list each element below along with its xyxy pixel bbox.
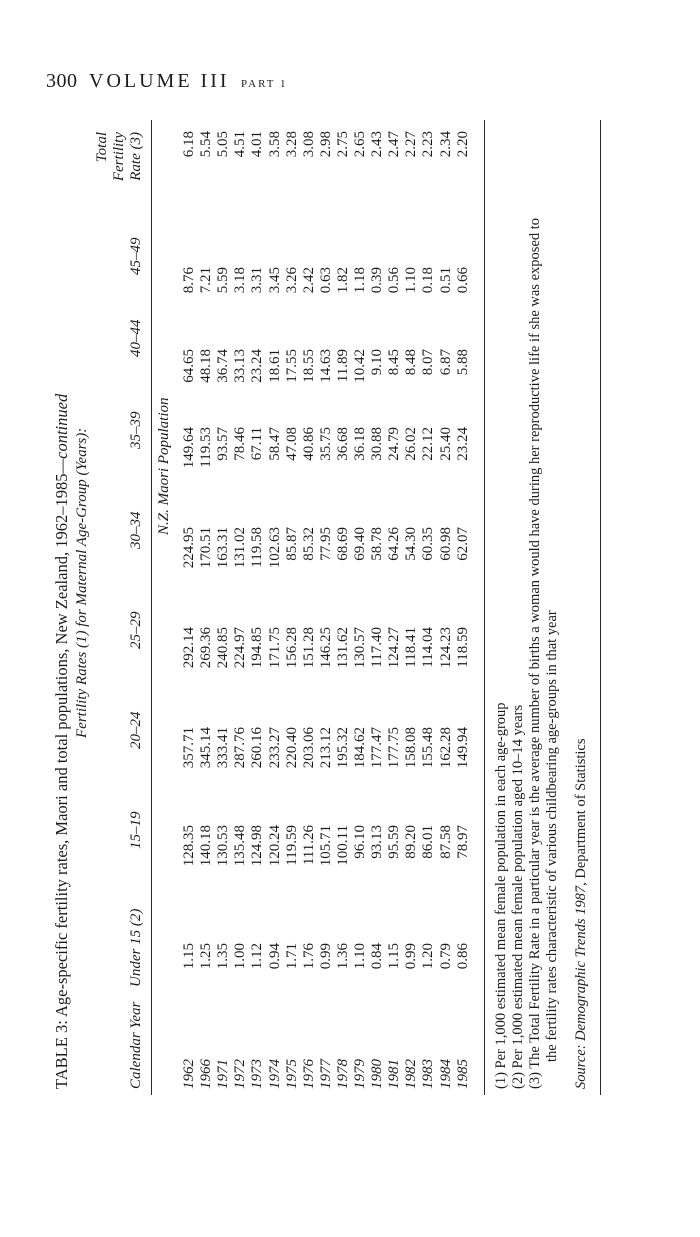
rate-cell: 93.13 xyxy=(369,825,386,859)
rate-cell: 0.56 xyxy=(386,267,403,294)
rate-cell: 0.51 xyxy=(437,267,454,294)
rate-cell: 14.63 xyxy=(317,349,334,383)
rate-cell: 67.11 xyxy=(249,427,266,461)
rate-cell: 2.47 xyxy=(386,131,403,158)
rate-cell: 2.75 xyxy=(334,131,351,158)
rate-cell: 78.46 xyxy=(232,427,249,461)
bottom-rule xyxy=(600,120,601,1095)
rate-cell: 2.23 xyxy=(420,131,437,158)
column-header: 40–44 xyxy=(128,319,144,357)
year-cell: 1962 xyxy=(181,1059,197,1089)
rate-cell: 3.31 xyxy=(249,267,266,294)
rate-cell: 18.55 xyxy=(300,349,317,383)
rate-cell: 269.36 xyxy=(198,627,215,669)
rate-cell: 0.86 xyxy=(454,943,471,970)
rate-cell: 357.71 xyxy=(181,727,197,769)
section-label: N.Z. Maori Population xyxy=(156,397,172,535)
rate-cell: 58.78 xyxy=(369,527,386,561)
rate-cell: 2.20 xyxy=(454,131,471,158)
tfr-header-line: Fertility xyxy=(111,132,127,182)
rate-cell: 68.69 xyxy=(334,527,351,561)
source-label: Source: xyxy=(573,1044,589,1089)
rate-cell: 2.43 xyxy=(369,131,386,158)
rate-cell: 2.34 xyxy=(437,131,454,158)
column-header: 45–49 xyxy=(128,237,144,275)
rate-cell: 119.58 xyxy=(249,527,266,568)
rate-cell: 36.74 xyxy=(215,349,232,383)
footnote-line: (1) Per 1,000 estimated mean female population in each age-group xyxy=(493,702,509,1089)
rate-cell: 224.97 xyxy=(232,627,249,669)
volume-label: VOLUME III xyxy=(89,70,230,92)
rate-cell: 146.25 xyxy=(317,627,334,669)
rate-cell: 33.13 xyxy=(232,349,249,383)
tfr-header-line: Rate (3) xyxy=(128,132,144,181)
rate-cell: 5.88 xyxy=(454,349,471,376)
year-cell: 1966 xyxy=(198,1059,215,1089)
rate-cell: 156.28 xyxy=(283,627,300,669)
rate-cell: 2.42 xyxy=(300,267,317,294)
rate-cell: 78.97 xyxy=(454,825,471,859)
rate-cell: 54.30 xyxy=(403,527,420,561)
rate-cell: 23.24 xyxy=(249,349,266,383)
footnote-line: the fertility rates characteristic of various childbearing age-groups in that year xyxy=(544,610,560,1062)
rate-cell: 5.59 xyxy=(215,267,232,294)
column-header: 15–19 xyxy=(128,811,144,849)
year-cell: 1976 xyxy=(300,1059,317,1089)
rate-cell: 8.07 xyxy=(420,349,437,376)
rate-cell: 2.98 xyxy=(317,131,334,158)
column-header: 30–34 xyxy=(128,511,144,549)
rate-cell: 111.26 xyxy=(300,825,317,866)
rate-cell: 5.05 xyxy=(215,131,232,158)
rate-cell: 18.61 xyxy=(266,349,283,383)
rate-cell: 194.85 xyxy=(249,627,266,669)
rate-cell: 3.58 xyxy=(266,131,283,158)
rate-cell: 22.12 xyxy=(420,427,437,461)
year-cell: 1978 xyxy=(334,1059,351,1089)
rate-cell: 93.57 xyxy=(215,427,232,461)
rate-cell: 124.23 xyxy=(437,627,454,669)
span-header: Fertility Rates (1) for Maternal Age-Group (Years): xyxy=(74,427,90,738)
year-cell: 1971 xyxy=(215,1059,232,1089)
rate-cell: 7.21 xyxy=(198,267,215,294)
rate-cell: 0.66 xyxy=(454,267,471,294)
rate-cell: 47.08 xyxy=(283,427,300,461)
rate-cell: 8.76 xyxy=(181,267,197,294)
rate-cell: 6.87 xyxy=(437,349,454,376)
rate-cell: 8.45 xyxy=(386,349,403,376)
rate-cell: 233.27 xyxy=(266,727,283,769)
rate-cell: 100.11 xyxy=(334,825,351,866)
year-cell: 1980 xyxy=(369,1059,386,1089)
rate-cell: 170.51 xyxy=(198,527,215,569)
rate-cell: 6.18 xyxy=(181,131,197,158)
page-number: 300 xyxy=(46,70,78,92)
rate-cell: 24.79 xyxy=(386,427,403,461)
rate-cell: 120.24 xyxy=(266,825,283,867)
rate-cell: 11.89 xyxy=(334,349,351,383)
rate-cell: 0.99 xyxy=(317,943,334,970)
rate-cell: 1.76 xyxy=(300,943,317,970)
rate-cell: 30.88 xyxy=(369,427,386,461)
rate-cell: 177.75 xyxy=(386,727,403,769)
rate-cell: 1.15 xyxy=(386,943,403,970)
rate-cell: 130.57 xyxy=(352,627,368,669)
column-header: Calendar Year xyxy=(128,1001,144,1089)
year-cell: 1983 xyxy=(420,1059,437,1089)
rate-cell: 345.14 xyxy=(198,727,215,769)
rate-cell: 1.12 xyxy=(249,943,266,970)
rate-cell: 195.32 xyxy=(334,727,351,769)
rate-cell: 0.79 xyxy=(437,943,454,970)
source-line xyxy=(573,738,590,1089)
year-cell: 1981 xyxy=(386,1059,403,1089)
rate-cell: 0.94 xyxy=(266,943,283,970)
rate-cell: 140.18 xyxy=(198,825,215,867)
column-header: 35–39 xyxy=(128,411,144,449)
year-cell: 1984 xyxy=(437,1059,454,1089)
year-cell: 1985 xyxy=(454,1059,471,1089)
rate-cell: 40.86 xyxy=(300,427,317,461)
year-cell: 1979 xyxy=(352,1059,368,1089)
rate-cell: 102.63 xyxy=(266,527,283,569)
rate-cell: 124.27 xyxy=(386,627,403,669)
rate-cell: 1.25 xyxy=(198,943,215,970)
rate-cell: 105.71 xyxy=(317,825,334,867)
rate-cell: 1.20 xyxy=(420,943,437,970)
footnote-line: (3) The Total Fertility Rate in a particular year is the average number of births a woman would have during her reproductive life if she was exposed to xyxy=(527,218,543,1089)
rate-cell: 96.10 xyxy=(352,825,368,859)
rate-cell: 8.48 xyxy=(403,349,420,376)
rate-cell: 184.62 xyxy=(352,727,368,769)
rate-cell: 163.31 xyxy=(215,527,232,569)
rate-cell: 1.82 xyxy=(334,267,351,294)
rate-cell: 0.99 xyxy=(403,943,420,970)
rate-cell: 95.59 xyxy=(386,825,403,859)
rate-cell: 25.40 xyxy=(437,427,454,461)
rate-cell: 260.16 xyxy=(249,727,266,769)
title-continued: —continued xyxy=(52,393,71,474)
rate-cell: 85.32 xyxy=(300,527,317,561)
table-title: TABLE 3: Age-specific fertility rates, Maori and total populations, New Zealand, 1962–1985—continued xyxy=(52,393,71,1089)
rate-cell: 1.18 xyxy=(352,267,368,294)
rate-cell: 87.58 xyxy=(437,825,454,859)
year-cell: 1975 xyxy=(283,1059,300,1089)
rate-cell: 0.39 xyxy=(369,267,386,294)
tfr-header-line: Total xyxy=(94,132,110,163)
rate-cell: 3.45 xyxy=(266,267,283,294)
rate-cell: 10.42 xyxy=(352,349,368,383)
rate-cell: 119.53 xyxy=(198,427,215,468)
rate-cell: 1.36 xyxy=(334,943,351,970)
source-rest: , Department of Statistics xyxy=(573,738,589,886)
rate-cell: 240.85 xyxy=(215,627,232,669)
rate-cell: 2.27 xyxy=(403,131,420,158)
year-cell: 1974 xyxy=(266,1059,283,1089)
rate-cell: 135.48 xyxy=(232,825,249,867)
rate-cell: 0.18 xyxy=(420,267,437,294)
rate-cell: 162.28 xyxy=(437,727,454,769)
rate-cell: 1.71 xyxy=(283,943,300,970)
rate-cell: 64.65 xyxy=(181,349,197,383)
rate-cell: 2.65 xyxy=(352,131,368,158)
part-label: PART 1 xyxy=(241,78,288,90)
rate-cell: 119.59 xyxy=(283,825,300,866)
rate-cell: 118.41 xyxy=(403,627,420,668)
rate-cell: 1.35 xyxy=(215,943,232,970)
column-header: Under 15 (2) xyxy=(128,908,144,987)
rate-cell: 62.07 xyxy=(454,527,471,561)
rate-cell: 0.63 xyxy=(317,267,334,294)
rate-cell: 1.10 xyxy=(403,267,420,294)
header-rule xyxy=(151,120,152,1095)
rate-cell: 333.41 xyxy=(215,727,232,769)
rate-cell: 36.68 xyxy=(334,427,351,461)
rate-cell: 17.55 xyxy=(283,349,300,383)
rotated-table-block xyxy=(44,120,639,1095)
rate-cell: 1.15 xyxy=(181,943,197,970)
rate-cell: 287.76 xyxy=(232,727,249,769)
rate-cell: 118.59 xyxy=(454,627,471,668)
rate-cell: 292.14 xyxy=(181,627,197,669)
rate-cell: 60.98 xyxy=(437,527,454,561)
column-header: 25–29 xyxy=(128,611,144,649)
rate-cell: 1.00 xyxy=(232,943,249,970)
rate-cell: 9.10 xyxy=(369,349,386,376)
rate-cell: 203.06 xyxy=(300,727,317,769)
rate-cell: 4.01 xyxy=(249,131,266,158)
rate-cell: 0.84 xyxy=(369,943,386,970)
rate-cell: 86.01 xyxy=(420,825,437,859)
rate-cell: 128.35 xyxy=(181,825,197,867)
rate-cell: 151.28 xyxy=(300,627,317,669)
rate-cell: 131.62 xyxy=(334,627,351,669)
rate-cell: 3.08 xyxy=(300,131,317,158)
year-cell: 1977 xyxy=(317,1059,334,1089)
rate-cell: 155.48 xyxy=(420,727,437,769)
source-title: Demographic Trends 1987 xyxy=(573,885,589,1041)
year-cell: 1972 xyxy=(232,1059,249,1089)
rate-cell: 35.75 xyxy=(317,427,334,461)
rate-cell: 171.75 xyxy=(266,627,283,669)
rate-cell: 220.40 xyxy=(283,727,300,769)
rate-cell: 85.87 xyxy=(283,527,300,561)
rate-cell: 48.18 xyxy=(198,349,215,383)
rate-cell: 130.53 xyxy=(215,825,232,867)
rate-cell: 58.47 xyxy=(266,427,283,461)
rate-cell: 1.10 xyxy=(352,943,368,970)
rate-cell: 224.95 xyxy=(181,527,197,569)
rate-cell: 177.47 xyxy=(369,727,386,769)
rate-cell: 114.04 xyxy=(420,627,437,668)
rate-cell: 64.26 xyxy=(386,527,403,561)
rate-cell: 117.40 xyxy=(369,627,386,668)
rate-cell: 124.98 xyxy=(249,825,266,867)
running-head xyxy=(46,70,288,93)
rate-cell: 36.18 xyxy=(352,427,368,461)
rate-cell: 131.02 xyxy=(232,527,249,569)
footer-rule xyxy=(484,120,485,1095)
rate-cell: 149.94 xyxy=(454,727,471,769)
rate-cell: 3.26 xyxy=(283,267,300,294)
rate-cell: 3.18 xyxy=(232,267,249,294)
rate-cell: 89.20 xyxy=(403,825,420,859)
rate-cell: 77.95 xyxy=(317,527,334,561)
rate-cell: 5.54 xyxy=(198,131,215,158)
footnote-line: (2) Per 1,000 estimated mean female population aged 10–14 years xyxy=(510,704,526,1089)
rate-cell: 69.40 xyxy=(352,527,368,561)
rate-cell: 23.24 xyxy=(454,427,471,461)
year-cell: 1973 xyxy=(249,1059,266,1089)
rate-cell: 158.08 xyxy=(403,727,420,769)
rate-cell: 4.51 xyxy=(232,131,249,158)
rate-cell: 60.35 xyxy=(420,527,437,561)
year-cell: 1982 xyxy=(403,1059,420,1089)
rate-cell: 213.12 xyxy=(317,727,334,769)
rate-cell: 3.28 xyxy=(283,131,300,158)
rate-cell: 26.02 xyxy=(403,427,420,461)
rate-cell: 149.64 xyxy=(181,427,197,469)
column-header: 20–24 xyxy=(128,711,144,749)
